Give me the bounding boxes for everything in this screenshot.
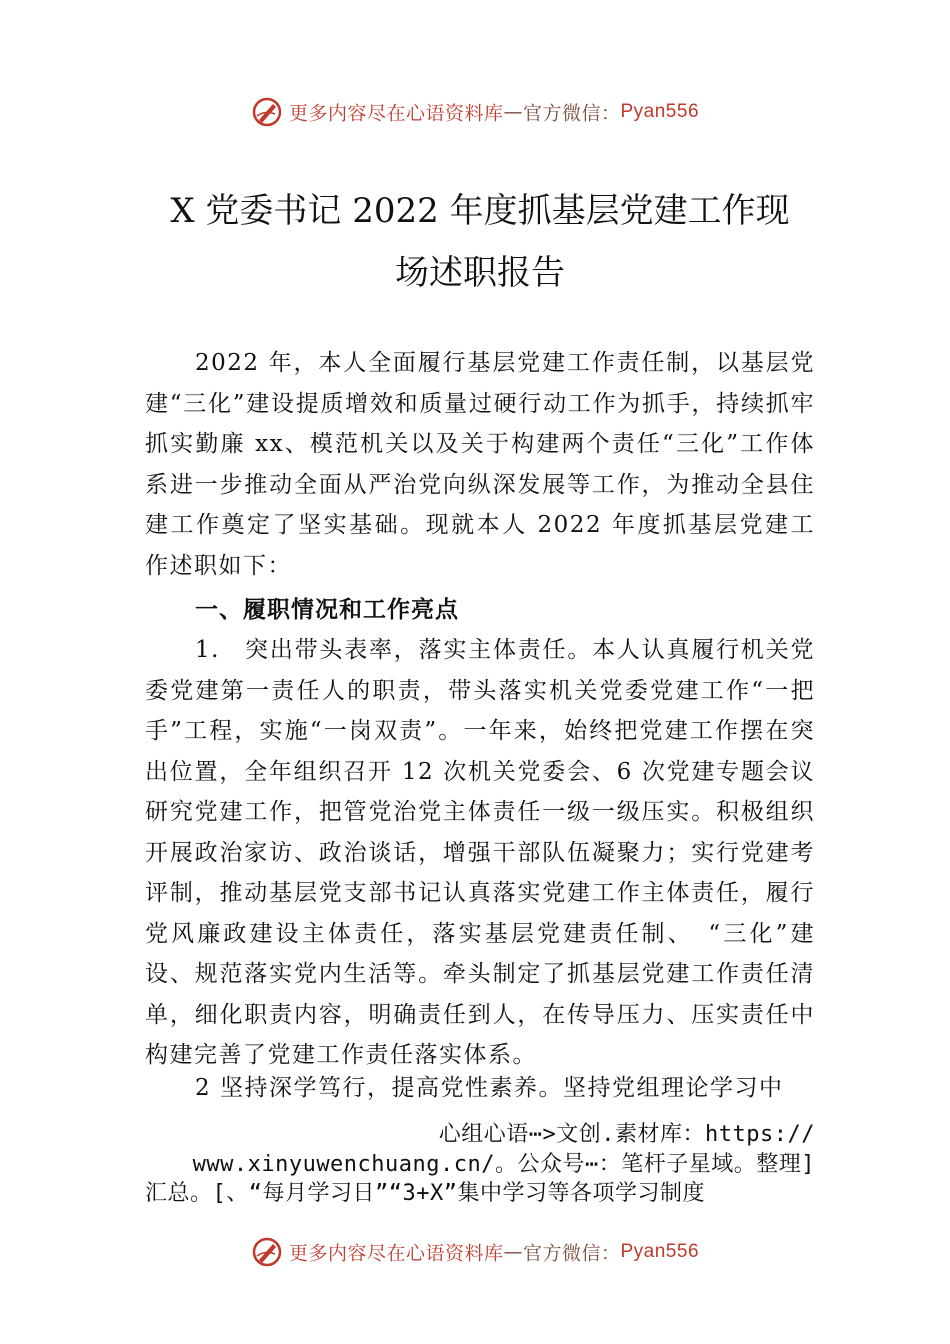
section-heading-1: 一、履职情况和工作亮点 xyxy=(195,597,459,623)
header-slogan: 更多内容尽在心语资料库 xyxy=(288,102,504,125)
footer-wechat-id: Pyan556 xyxy=(620,1241,700,1262)
title-line-2: 场述职报告 xyxy=(395,253,565,293)
header-banner xyxy=(0,96,950,128)
document-title xyxy=(100,180,860,304)
header-wechat-id: Pyan556 xyxy=(620,101,700,122)
title-line-1: X 党委书记 2022 年度抓基层党建工作现 xyxy=(170,191,790,231)
watermark-line-2: www.xinyuwenchuang.cn/。公众号⋯：笔杆子星域。整理] xyxy=(192,1152,815,1177)
pen-logo-icon xyxy=(251,96,283,128)
footer-banner xyxy=(0,1236,950,1268)
footer-separator: — xyxy=(503,1241,523,1263)
intro-paragraph: 2022 年，本人全面履行基层党建工作责任制，以基层党建“三化”建设提质增效和质量过硬行动工作为抓手，持续抓牢抓实勤廉 xx、模范机关以及关于构建两个责任“三化”工作体系进一步推动全面从严治党向纵深发展等工作，为推动全县住建工作奠定了坚实基础。现就本人 2022 年度抓基层党建工作述职如下： xyxy=(145,350,815,579)
header-wechat-label: 官方微信： xyxy=(522,102,621,125)
header-separator: — xyxy=(503,101,523,123)
footer-slogan: 更多内容尽在心语资料库 xyxy=(288,1242,504,1265)
watermark-line-3: 汇总。[、“每月学习日”“3+X”集中学习等各项学习制度 xyxy=(145,1181,705,1206)
footer-wechat-label: 官方微信： xyxy=(522,1242,621,1265)
watermark-line-1: 心组心语⋯>文创.素材库：https:// xyxy=(438,1122,815,1147)
pen-logo-icon xyxy=(251,1236,283,1268)
item-2-paragraph: 2 坚持深学笃行，提高党性素养。坚持党组理论学习中 xyxy=(195,1075,784,1101)
item-1-paragraph: 1. 突出带头表率，落实主体责任。本人认真履行机关党委党建第一责任人的职责，带头落实机关党委党建工作“一把手”工程，实施“一岗双责”。一年来，始终把党建工作摆在突出位置，全年组织召开 12 次机关党委会、6 次党建专题会议研究党建工作，把管党治党主体责任一级一级压实。积极组织开展政治家访、政治谈话，增强干部队伍凝聚力；实行党建考评制，推动基层党支部书记认真落实党建工作主体责任，履行党风廉政建设主体责任，落实基层党建责任制、 “三化”建设、规范落实党内生活等。牵头制定了抓基层党建工作责任清单，细化职责内容，明确责任到人，在传导压力、压实责任中构建完善了党建工作责任落实体系。 xyxy=(145,637,815,1068)
